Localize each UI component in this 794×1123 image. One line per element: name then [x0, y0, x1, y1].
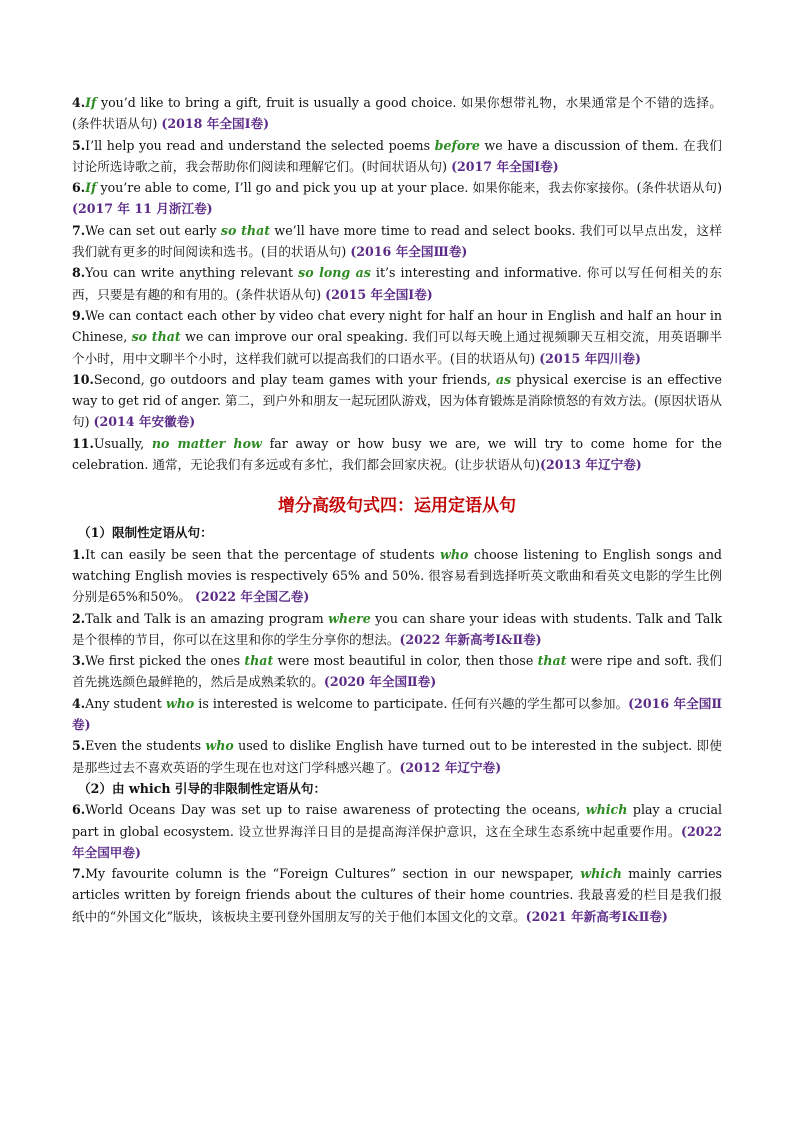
example-sentence: [72, 799, 722, 863]
subheading-nonrestrictive: （2）由 which 引导的非限制性定语从句：: [78, 780, 327, 796]
exam-source: (2013 年辽宁卷): [540, 457, 642, 473]
nonrestrictive-clause-examples: [72, 799, 722, 927]
example-sentence: [72, 177, 722, 220]
sentence-text: we have a discussion of them. 在我们讨论所选诗歌之前，我会帮助你们阅读和理解它们。(时间状语从句): [72, 137, 722, 174]
keyword-highlight: where: [328, 610, 371, 626]
keyword-highlight: which: [580, 866, 622, 882]
item-number: 6.: [72, 180, 86, 196]
example-sentence: [72, 433, 722, 476]
keyword-highlight: who: [205, 738, 234, 754]
item-number: 1.: [72, 546, 86, 562]
exam-source: (2016 年全国Ⅱ卷): [72, 695, 722, 733]
example-sentence: [72, 369, 722, 433]
exam-source: (2015 年全国Ⅰ卷): [325, 286, 433, 302]
keyword-highlight: If: [85, 180, 97, 196]
sentence-text: used to dislike English have turned out to be interested in the subject. 即使是那些过去不喜欢英语的学生现在也对这门学科感兴趣了。: [72, 738, 722, 775]
sentence-text: mainly carries articles written by foreign friends about the cultures of their home countries. 我最喜爱的栏目是我们报纸中的“外国文化”版块，该板块主要刊登外国朋友写的关于他们本国文化的文章。: [72, 866, 722, 924]
keyword-highlight: no matter how: [151, 435, 262, 451]
adverbial-clause-examples: [72, 92, 722, 475]
sentence-text: My favourite column is the “Foreign Cultures” section in our newspaper,: [85, 866, 581, 882]
sentence-text: World Oceans Day was set up to raise awareness of protecting the oceans,: [85, 802, 586, 818]
sentence-text: play a crucial part in global ecosystem. 设立世界海洋日目的是提高海洋保护意识，这在全球生态系统中起重要作用。: [72, 802, 722, 839]
exam-source: (2014 年安徽卷): [93, 414, 196, 430]
sentence-text: you can share your ideas with students. Talk and Talk 是个很棒的节目，你可以在这里和你的学生分享你的想法。: [72, 610, 722, 647]
exam-source: (2018 年全国Ⅰ卷): [161, 116, 270, 132]
sentence-text: We can set out early: [85, 222, 221, 238]
item-number: 10.: [72, 371, 94, 387]
example-sentence: [72, 220, 722, 263]
sentence-text: I’ll help you read and understand the selected poems: [85, 137, 435, 153]
exam-source: (2021 年新高考Ⅰ&Ⅱ卷): [525, 908, 668, 924]
example-sentence: [72, 544, 722, 608]
sentence-text: Talk and Talk is an amazing program: [85, 610, 329, 626]
example-sentence: [72, 135, 722, 178]
example-sentence: [72, 693, 722, 736]
sentence-text: were most beautiful in color, then those: [273, 653, 538, 669]
example-sentence: [72, 863, 722, 927]
keyword-highlight: so that: [220, 222, 271, 238]
keyword-highlight: who: [440, 546, 469, 562]
sentence-text: it’s interesting and informative. 你可以写任何相关的东西，只要是有趣的和有用的。(条件状语从句): [72, 265, 722, 302]
item-number: 3.: [72, 653, 86, 669]
sentence-text: we can improve our oral speaking. 我们可以每天晚上通过视频聊天互相交流，用英语聊半个小时，用中文聊半个小时，这样我们就可以提高我们的口语水平。(目的状语从句): [72, 329, 722, 366]
item-number: 6.: [72, 802, 86, 818]
exam-source: (2017 年 11 月浙江卷): [72, 201, 213, 217]
subheading-restrictive: （1）限制性定语从句：: [78, 525, 213, 541]
item-number: 7.: [72, 222, 86, 238]
sentence-text: physical exercise is an effective way to get rid of anger. 第二，到户外和朋友一起玩团队游戏，因为体育锻炼是消除愤怒的有效方法。(原因状语从句): [72, 371, 722, 430]
keyword-highlight: that: [537, 653, 567, 669]
keyword-highlight: so long as: [298, 265, 371, 281]
sentence-text: We first picked the ones: [85, 653, 245, 669]
keyword-highlight: as: [495, 371, 512, 387]
example-sentence: [72, 92, 722, 135]
item-number: 11.: [72, 435, 94, 451]
keyword-highlight: If: [85, 95, 97, 110]
sentence-text: We can contact each other by video chat every night for half an hour in English and half an hour in Chinese,: [72, 307, 722, 345]
example-sentence: [72, 608, 722, 651]
sentence-text: It can easily be seen that the percentage of students: [85, 546, 441, 562]
sentence-text: Any student: [85, 695, 166, 711]
sentence-text: were ripe and soft. 我们首先挑选颜色最鲜艳的，然后是成熟柔软的。: [72, 653, 722, 690]
sentence-text: far away or how busy we are, we will try to come home for the celebration. 通常，无论我们有多远或有多忙，我们都会回家庆祝。(让步状语从句): [72, 435, 722, 473]
sentence-text: Second, go outdoors and play team games with your friends,: [93, 371, 496, 387]
exam-source: (2022 年全国甲卷): [72, 823, 722, 860]
sentence-text: we’ll have more time to read and select books. 我们可以早点出发，这样我们就有更多的时间阅读和选书。(目的状语从句): [72, 222, 722, 260]
item-number: 8.: [72, 265, 86, 281]
keyword-highlight: so that: [131, 329, 181, 345]
item-number: 4.: [72, 695, 86, 711]
exam-source: (2020 年全国Ⅱ卷): [323, 674, 437, 690]
item-number: 5.: [72, 738, 86, 754]
section-heading: 增分高级句式四：运用定语从句: [278, 496, 516, 517]
exam-source: (2022 年新高考Ⅰ&Ⅱ卷): [399, 631, 542, 647]
exam-source: (2015 年四川卷): [539, 350, 641, 366]
keyword-highlight: who: [165, 695, 195, 711]
item-number: 7.: [72, 866, 86, 882]
sentence-text: Even the students: [85, 738, 206, 754]
keyword-highlight: which: [585, 802, 628, 818]
exam-source: (2012 年辽宁卷): [399, 759, 502, 775]
restrictive-clause-examples: [72, 544, 722, 778]
sentence-text: you’re able to come, I’ll go and pick you up at your place. 如果你能来，我去你家接你。(条件状语从句): [96, 180, 722, 196]
document-page: [72, 92, 722, 927]
item-number: 5.: [72, 137, 86, 153]
keyword-highlight: that: [244, 653, 274, 669]
sentence-text: You can write anything relevant: [85, 265, 299, 281]
exam-source: (2017 年全国Ⅰ卷): [451, 158, 559, 174]
example-sentence: [72, 650, 722, 693]
exam-source: (2022 年全国乙卷): [194, 589, 310, 605]
example-sentence: [72, 305, 722, 369]
keyword-highlight: before: [434, 137, 480, 153]
item-number: 2.: [72, 610, 86, 626]
sentence-text: Usually,: [93, 435, 152, 451]
example-sentence: [72, 735, 722, 778]
item-number: 9.: [72, 307, 86, 323]
exam-source: (2016 年全国Ⅲ卷): [350, 244, 468, 260]
item-number: 4.: [72, 95, 86, 110]
sentence-text: is interested is welcome to participate. 任何有兴趣的学生都可以参加。: [194, 695, 629, 711]
sentence-text: you’d like to bring a gift, fruit is usually a good choice. 如果你想带礼物，水果通常是个不错的选择。(条件状语从句): [72, 95, 722, 132]
example-sentence: [72, 262, 722, 305]
sentence-text: choose listening to English songs and watching English movies is respectively 65% and 50%. 很容易看到选择听英文歌曲和看英文电影的学生比例分别是65%和50%。: [72, 546, 722, 605]
